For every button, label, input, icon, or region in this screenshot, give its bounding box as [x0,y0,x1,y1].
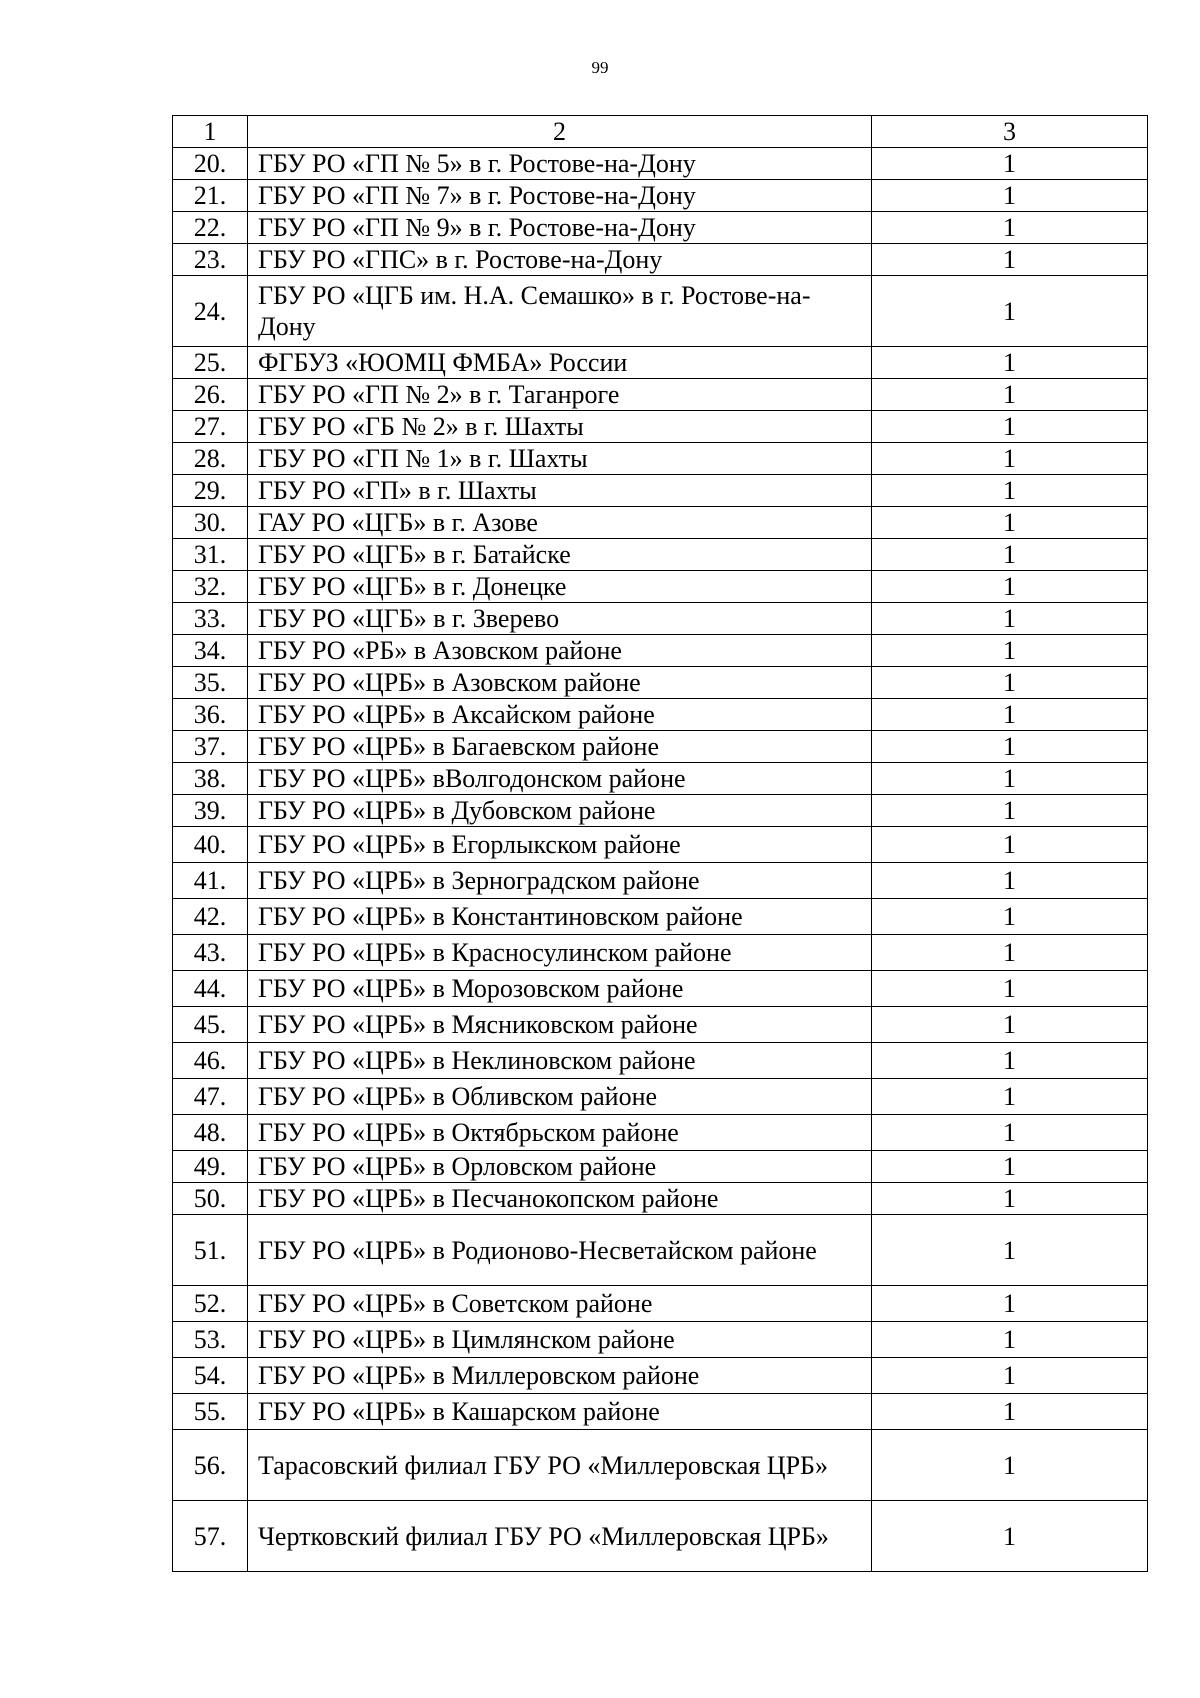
table-row [173,667,1148,699]
quantity-cell: 1 [872,411,1148,443]
quantity-cell: 1 [872,180,1148,212]
institution-name-cell: ГБУ РО «ЦРБ» в Цимлянском районе [248,1322,872,1358]
quantity-cell: 1 [872,244,1148,276]
institution-name-cell: ГБУ РО «ГП № 5» в г. Ростове-на-Дону [248,148,872,180]
table-row [173,635,1148,667]
table-row [173,1115,1148,1151]
quantity-cell: 1 [872,1358,1148,1394]
quantity-cell: 1 [872,1501,1148,1572]
table-row [173,347,1148,379]
institution-name-cell: ГБУ РО «ГП № 7» в г. Ростове-на-Дону [248,180,872,212]
table-row [173,1215,1148,1286]
table-row [173,603,1148,635]
table-row [173,935,1148,971]
table-row [173,148,1148,180]
table-row [173,507,1148,539]
quantity-cell: 1 [872,731,1148,763]
table-row [173,1322,1148,1358]
institution-name-cell: ФГБУЗ «ЮОМЦ ФМБА» России [248,347,872,379]
institutions-table [172,115,1148,1572]
quantity-cell: 1 [872,1286,1148,1322]
table-header-row [173,116,1148,148]
row-number-cell: 50. [173,1183,248,1215]
institution-name-cell: ГБУ РО «ЦРБ» в Октябрьском районе [248,1115,872,1151]
table-row [173,379,1148,411]
table-row [173,212,1148,244]
table-row [173,763,1148,795]
row-number-cell: 46. [173,1043,248,1079]
quantity-cell: 1 [872,763,1148,795]
table-row [173,475,1148,507]
quantity-cell: 1 [872,475,1148,507]
table-row [173,795,1148,827]
row-number-cell: 40. [173,827,248,863]
table-row [173,1043,1148,1079]
quantity-cell: 1 [872,1043,1148,1079]
row-number-cell: 32. [173,571,248,603]
row-number-cell: 31. [173,539,248,571]
row-number-cell: 24. [173,276,248,347]
quantity-cell: 1 [872,795,1148,827]
row-number-cell: 28. [173,443,248,475]
row-number-cell: 47. [173,1079,248,1115]
row-number-cell: 45. [173,1007,248,1043]
row-number-cell: 23. [173,244,248,276]
institution-name-cell: ГБУ РО «ГП № 2» в г. Таганроге [248,379,872,411]
institution-name-cell: ГБУ РО «ЦРБ» в Неклиновском районе [248,1043,872,1079]
table-row [173,1430,1148,1501]
institution-name-cell: ГБУ РО «ЦРБ» в Родионово-Несветайском районе [248,1215,872,1286]
quantity-cell: 1 [872,212,1148,244]
table-row [173,1358,1148,1394]
table-row [173,244,1148,276]
institution-name-cell: ГБУ РО «ЦГБ им. Н.А. Семашко» в г. Ростове-на-Дону [248,276,872,347]
institution-name-cell: ГБУ РО «ЦГБ» в г. Донецке [248,571,872,603]
quantity-cell: 1 [872,935,1148,971]
institution-name-cell: ГБУ РО «ЦРБ» вВолгодонском районе [248,763,872,795]
row-number-cell: 34. [173,635,248,667]
institution-name-cell: ГБУ РО «ЦГБ» в г. Батайске [248,539,872,571]
institution-name-cell: ГБУ РО «ЦРБ» в Азовском районе [248,667,872,699]
header-cell-number: 1 [173,116,248,148]
institution-name-cell: ГБУ РО «ЦРБ» в Кашарском районе [248,1394,872,1430]
quantity-cell: 1 [872,1215,1148,1286]
table-row [173,827,1148,863]
institution-name-cell: ГБУ РО «ЦГБ» в г. Зверево [248,603,872,635]
table-row [173,699,1148,731]
table-row [173,180,1148,212]
row-number-cell: 38. [173,763,248,795]
table-row [173,276,1148,347]
quantity-cell: 1 [872,1183,1148,1215]
institution-name-cell: ГБУ РО «ЦРБ» в Дубовском районе [248,795,872,827]
institution-name-cell: ГБУ РО «ГБ № 2» в г. Шахты [248,411,872,443]
institution-name-cell: ГБУ РО «РБ» в Азовском районе [248,635,872,667]
row-number-cell: 30. [173,507,248,539]
institution-name-cell: ГБУ РО «ЦРБ» в Морозовском районе [248,971,872,1007]
quantity-cell: 1 [872,1079,1148,1115]
quantity-cell: 1 [872,539,1148,571]
row-number-cell: 56. [173,1430,248,1501]
quantity-cell: 1 [872,603,1148,635]
row-number-cell: 36. [173,699,248,731]
quantity-cell: 1 [872,276,1148,347]
quantity-cell: 1 [872,1115,1148,1151]
table-row [173,1151,1148,1183]
institution-name-cell: ГБУ РО «ЦРБ» в Константиновском районе [248,899,872,935]
quantity-cell: 1 [872,863,1148,899]
row-number-cell: 25. [173,347,248,379]
table-row [173,443,1148,475]
row-number-cell: 27. [173,411,248,443]
row-number-cell: 42. [173,899,248,935]
quantity-cell: 1 [872,667,1148,699]
table-row [173,899,1148,935]
quantity-cell: 1 [872,347,1148,379]
quantity-cell: 1 [872,507,1148,539]
row-number-cell: 39. [173,795,248,827]
institution-name-cell: ГБУ РО «ЦРБ» в Багаевском районе [248,731,872,763]
quantity-cell: 1 [872,1430,1148,1501]
row-number-cell: 43. [173,935,248,971]
institution-name-cell: ГБУ РО «ГП» в г. Шахты [248,475,872,507]
table-row [173,411,1148,443]
quantity-cell: 1 [872,443,1148,475]
table-row [173,731,1148,763]
table-row [173,1007,1148,1043]
table-row [173,1394,1148,1430]
row-number-cell: 26. [173,379,248,411]
row-number-cell: 52. [173,1286,248,1322]
row-number-cell: 41. [173,863,248,899]
institution-name-cell: ГБУ РО «ЦРБ» в Песчанокопском районе [248,1183,872,1215]
row-number-cell: 48. [173,1115,248,1151]
table-row [173,1079,1148,1115]
row-number-cell: 37. [173,731,248,763]
institution-name-cell: ГБУ РО «ЦРБ» в Советском районе [248,1286,872,1322]
table-row [173,863,1148,899]
institution-name-cell: ГБУ РО «ЦРБ» в Орловском районе [248,1151,872,1183]
row-number-cell: 33. [173,603,248,635]
institution-name-cell: ГБУ РО «ЦРБ» в Миллеровском районе [248,1358,872,1394]
row-number-cell: 20. [173,148,248,180]
row-number-cell: 22. [173,212,248,244]
row-number-cell: 21. [173,180,248,212]
institution-name-cell: ГБУ РО «ЦРБ» в Аксайском районе [248,699,872,731]
quantity-cell: 1 [872,1151,1148,1183]
quantity-cell: 1 [872,1394,1148,1430]
row-number-cell: 53. [173,1322,248,1358]
institution-name-cell: ГБУ РО «ЦРБ» в Красносулинском районе [248,935,872,971]
institution-name-cell: ГБУ РО «ЦРБ» в Мясниковском районе [248,1007,872,1043]
quantity-cell: 1 [872,827,1148,863]
header-cell-name: 2 [248,116,872,148]
header-cell-quantity: 3 [872,116,1148,148]
institution-name-cell: ГБУ РО «ГП № 1» в г. Шахты [248,443,872,475]
table-row [173,1183,1148,1215]
table-row [173,1501,1148,1572]
row-number-cell: 29. [173,475,248,507]
row-number-cell: 54. [173,1358,248,1394]
table-body [173,116,1148,1572]
quantity-cell: 1 [872,148,1148,180]
quantity-cell: 1 [872,571,1148,603]
institution-name-cell: ГБУ РО «ГП № 9» в г. Ростове-на-Дону [248,212,872,244]
row-number-cell: 44. [173,971,248,1007]
row-number-cell: 35. [173,667,248,699]
institution-name-cell: ГБУ РО «ЦРБ» в Егорлыкском районе [248,827,872,863]
institution-name-cell: ГБУ РО «ЦРБ» в Обливском районе [248,1079,872,1115]
institution-name-cell: ГБУ РО «ЦРБ» в Зерноградском районе [248,863,872,899]
quantity-cell: 1 [872,1322,1148,1358]
institution-name-cell: Тарасовский филиал ГБУ РО «Миллеровская ЦРБ» [248,1430,872,1501]
institution-name-cell: ГБУ РО «ГПС» в г. Ростове-на-Дону [248,244,872,276]
table-row [173,571,1148,603]
row-number-cell: 57. [173,1501,248,1572]
quantity-cell: 1 [872,379,1148,411]
institution-name-cell: ГАУ РО «ЦГБ» в г. Азове [248,507,872,539]
page-number: 99 [591,58,609,77]
row-number-cell: 51. [173,1215,248,1286]
table-row [173,1286,1148,1322]
quantity-cell: 1 [872,699,1148,731]
quantity-cell: 1 [872,1007,1148,1043]
table-row [173,971,1148,1007]
row-number-cell: 49. [173,1151,248,1183]
institution-name-cell: Чертковский филиал ГБУ РО «Миллеровская ЦРБ» [248,1501,872,1572]
quantity-cell: 1 [872,971,1148,1007]
quantity-cell: 1 [872,899,1148,935]
row-number-cell: 55. [173,1394,248,1430]
quantity-cell: 1 [872,635,1148,667]
table-row [173,539,1148,571]
